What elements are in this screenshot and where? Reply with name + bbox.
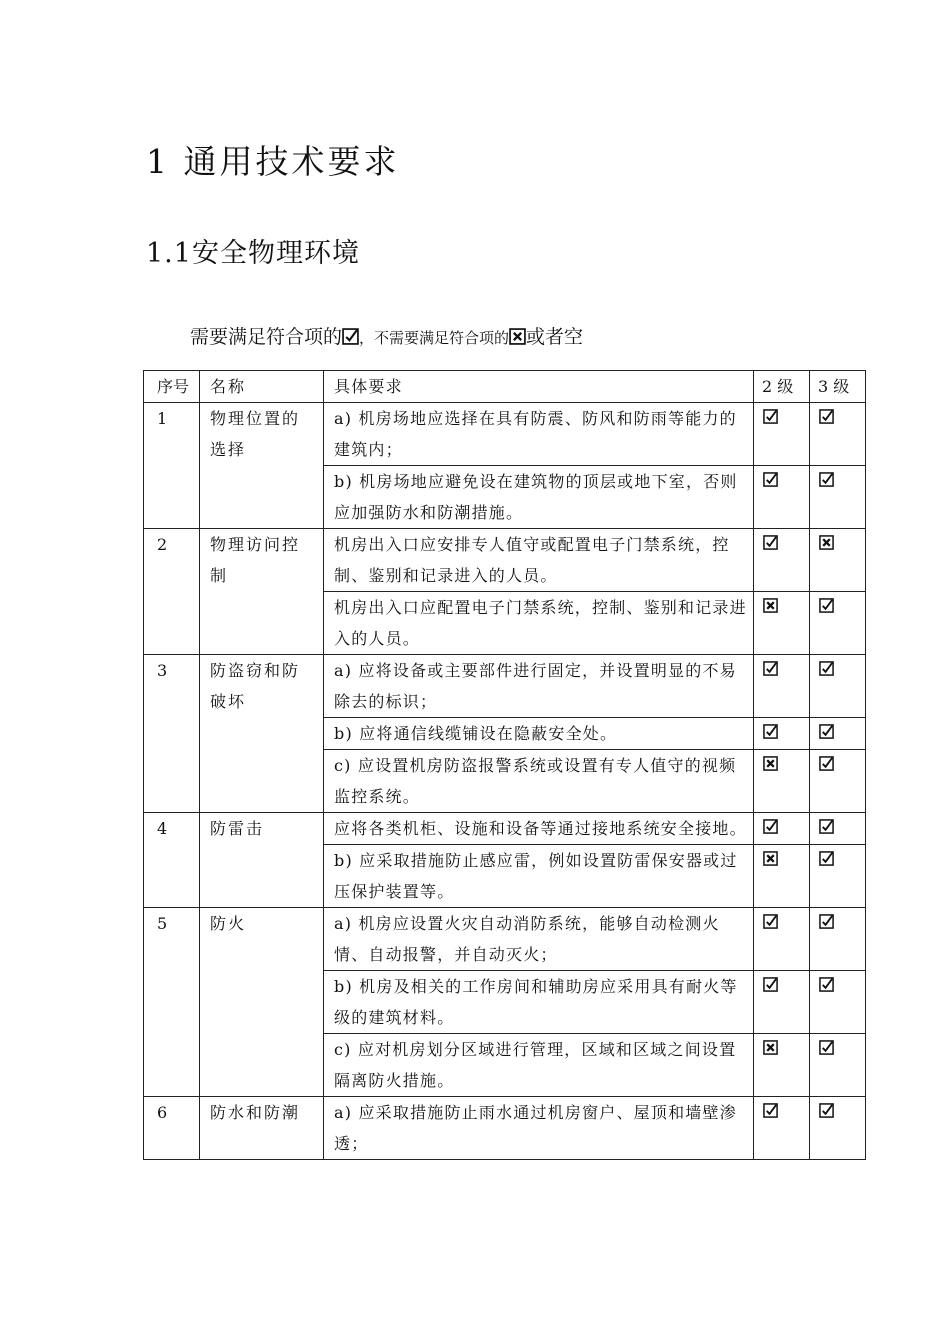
checkbox-checked-icon [819, 724, 834, 739]
level-2-mark [754, 750, 810, 813]
checkbox-checked-icon [819, 977, 834, 992]
checkbox-checked-icon [819, 914, 834, 929]
level-3-mark [810, 529, 866, 592]
row-serial-number: 3 [144, 655, 200, 813]
level-2-mark [754, 718, 810, 750]
level-2-mark [754, 529, 810, 592]
checkbox-crossed-icon [819, 535, 834, 550]
requirement-text: b) 应将通信线缆铺设在隐蔽安全处。 [324, 718, 754, 750]
header-requirement: 具体要求 [324, 371, 754, 403]
requirement-text: b) 机房及相关的工作房间和辅助房应采用具有耐火等级的建筑材料。 [324, 971, 754, 1034]
requirement-text: 机房出入口应配置电子门禁系统，控制、鉴别和记录进入的人员。 [324, 592, 754, 655]
checkbox-checked-icon [819, 661, 834, 676]
section-heading-1-1: 1.1安全物理环境 [146, 238, 360, 269]
legend-text-not-required: ，不需要满足符合项的 [359, 329, 510, 347]
checkbox-checked-icon [763, 535, 778, 550]
header-level-2: 2 级 [754, 371, 810, 403]
level-3-mark [810, 1034, 866, 1097]
level-3-mark [810, 845, 866, 908]
level-3-mark [810, 403, 866, 466]
requirement-text: c) 应对机房划分区域进行管理，区域和区域之间设置隔离防火措施。 [324, 1034, 754, 1097]
table-body [144, 403, 866, 1160]
level-3-mark [810, 908, 866, 971]
row-serial-number: 4 [144, 813, 200, 908]
level-3-mark [810, 750, 866, 813]
checkbox-checked-icon [819, 409, 834, 424]
checkbox-checked-icon [819, 1040, 834, 1055]
table-row [144, 813, 866, 845]
requirement-text: a) 应采取措施防止雨水通过机房窗户、屋顶和墙壁渗透； [324, 1097, 754, 1160]
table-row [144, 1097, 866, 1160]
table-row [144, 403, 866, 466]
requirement-text: b) 应采取措施防止感应雷，例如设置防雷保安器或过压保护装置等。 [324, 845, 754, 908]
row-control-name: 防盗窃和防破坏 [200, 655, 324, 813]
legend-note [190, 322, 583, 349]
checkbox-crossed-icon [763, 756, 778, 771]
checkbox-checked-icon [819, 598, 834, 613]
level-2-mark [754, 1034, 810, 1097]
row-serial-number: 1 [144, 403, 200, 529]
level-3-mark [810, 655, 866, 718]
legend-text-or-empty: 或者空 [526, 326, 584, 348]
table-header-row [144, 371, 866, 403]
row-control-name: 物理访问控制 [200, 529, 324, 655]
level-2-mark [754, 403, 810, 466]
checkbox-checked-icon [819, 819, 834, 834]
header-serial: 序号 [144, 371, 200, 403]
row-serial-number: 5 [144, 908, 200, 1097]
checkbox-checked-icon [819, 1103, 834, 1118]
level-2-mark [754, 908, 810, 971]
row-serial-number: 6 [144, 1097, 200, 1160]
row-control-name: 防水和防潮 [200, 1097, 324, 1160]
table-row [144, 908, 866, 971]
row-control-name: 防雷击 [200, 813, 324, 908]
requirement-text: a) 应将设备或主要部件进行固定，并设置明显的不易除去的标识； [324, 655, 754, 718]
checkbox-checked-icon [819, 756, 834, 771]
checkbox-crossed-icon [763, 1040, 778, 1055]
table-row [144, 529, 866, 592]
header-level-3: 3 级 [810, 371, 866, 403]
checkbox-checked-icon [819, 851, 834, 866]
checkbox-crossed-icon [763, 851, 778, 866]
checkbox-checked-icon [763, 472, 778, 487]
checkbox-checked-icon [763, 914, 778, 929]
checkbox-crossed-icon [509, 328, 526, 345]
requirement-text: a) 机房场地应选择在具有防震、防风和防雨等能力的建筑内； [324, 403, 754, 466]
requirement-text: b) 机房场地应避免设在建筑物的顶层或地下室，否则应加强防水和防潮措施。 [324, 466, 754, 529]
level-3-mark [810, 592, 866, 655]
level-2-mark [754, 813, 810, 845]
requirement-text: c) 应设置机房防盗报警系统或设置有专人值守的视频监控系统。 [324, 750, 754, 813]
checkbox-crossed-icon [763, 598, 778, 613]
row-control-name: 物理位置的选择 [200, 403, 324, 529]
table-row [144, 655, 866, 718]
section-heading-1: 1 通用技术要求 [146, 142, 400, 181]
checkbox-checked-icon [763, 661, 778, 676]
level-3-mark [810, 1097, 866, 1160]
level-2-mark [754, 845, 810, 908]
level-2-mark [754, 592, 810, 655]
checkbox-checked-icon [819, 472, 834, 487]
header-name: 名称 [200, 371, 324, 403]
checkbox-checked-icon [763, 977, 778, 992]
requirement-text: a) 机房应设置火灾自动消防系统，能够自动检测火情、自动报警，并自动灭火； [324, 908, 754, 971]
level-3-mark [810, 718, 866, 750]
level-2-mark [754, 655, 810, 718]
checkbox-checked-icon [763, 819, 778, 834]
requirement-text: 机房出入口应安排专人值守或配置电子门禁系统，控制、鉴别和记录进入的人员。 [324, 529, 754, 592]
level-3-mark [810, 971, 866, 1034]
checkbox-checked-icon [342, 328, 359, 345]
requirements-table [143, 370, 866, 1160]
level-3-mark [810, 466, 866, 529]
legend-text-required: 需要满足符合项的 [190, 326, 343, 348]
requirement-text: 应将各类机柜、设施和设备等通过接地系统安全接地。 [324, 813, 754, 845]
level-2-mark [754, 466, 810, 529]
checkbox-checked-icon [763, 1103, 778, 1118]
checkbox-checked-icon [763, 409, 778, 424]
level-2-mark [754, 971, 810, 1034]
level-2-mark [754, 1097, 810, 1160]
row-control-name: 防火 [200, 908, 324, 1097]
checkbox-checked-icon [763, 724, 778, 739]
level-3-mark [810, 813, 866, 845]
row-serial-number: 2 [144, 529, 200, 655]
